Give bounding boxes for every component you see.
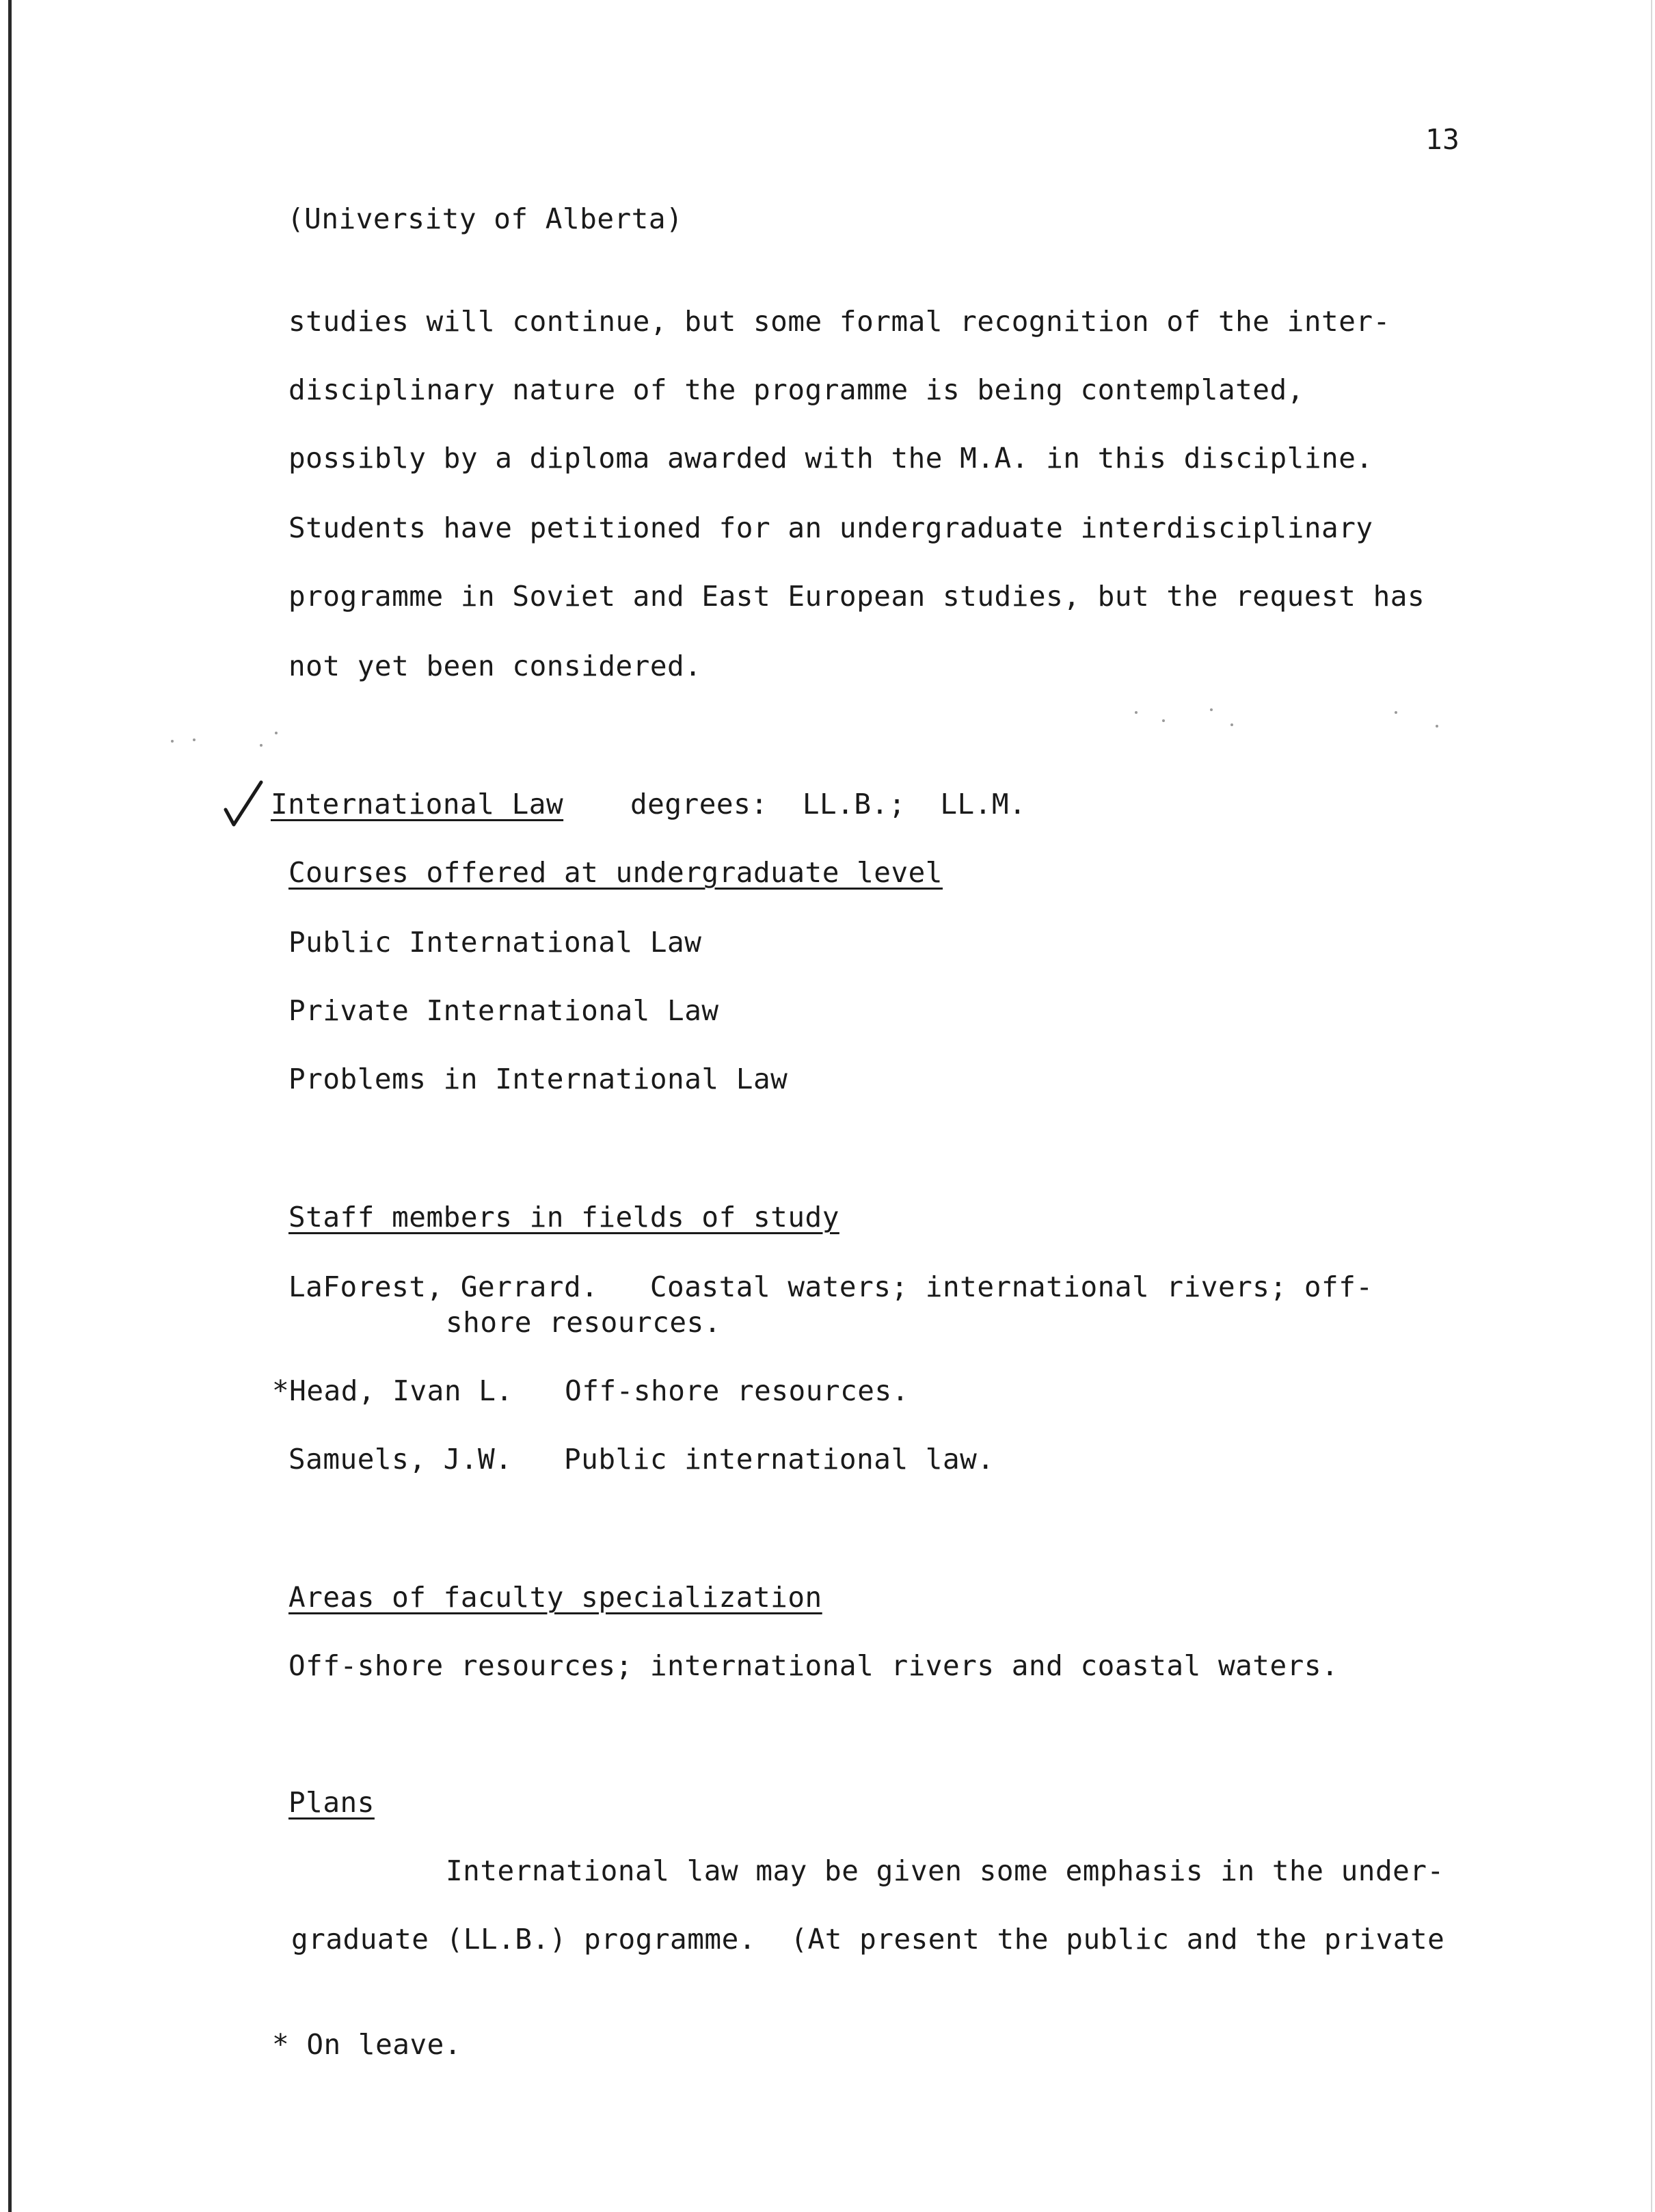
scan-speck: [171, 740, 174, 743]
areas-text: Off-shore resources; international rivers and coastal waters.: [288, 1649, 1339, 1682]
plans-paragraph-line: International law may be given some emphasis in the under-: [446, 1854, 1444, 1887]
course-item: Public International Law: [288, 926, 702, 959]
scan-speck: [260, 744, 263, 747]
binding-edge: [8, 0, 12, 2212]
staff-entry: Samuels, J.W. Public international law.: [288, 1443, 995, 1476]
scan-speck: [193, 738, 196, 741]
course-item: Private International Law: [288, 994, 719, 1027]
paragraph-line: disciplinary nature of the programme is being contemplated,: [288, 373, 1304, 406]
section-title: International Law: [271, 788, 564, 821]
scan-speck: [1135, 711, 1138, 714]
scan-speck: [1162, 719, 1165, 722]
staff-entry-continuation: shore resources.: [446, 1306, 721, 1339]
institution-header: (University of Alberta): [287, 202, 684, 235]
paragraph-line: not yet been considered.: [288, 650, 702, 682]
staff-entry: LaForest, Gerrard. Coastal waters; international rivers; off-: [288, 1270, 1373, 1303]
course-item: Problems in International Law: [288, 1063, 788, 1095]
paragraph-line: Students have petitioned for an undergraduate interdisciplinary: [288, 511, 1373, 544]
plans-heading: Plans: [288, 1786, 375, 1819]
paragraph-line: possibly by a diploma awarded with the M.A. in this discipline.: [288, 442, 1373, 475]
scan-speck: [1436, 725, 1438, 728]
staff-heading: Staff members in fields of study: [288, 1201, 839, 1234]
scan-speck: [1230, 723, 1233, 726]
scan-speck: [275, 732, 278, 734]
courses-heading: Courses offered at undergraduate level: [288, 856, 943, 889]
plans-paragraph-line: graduate (LL.B.) programme. (At present the public and the private: [291, 1923, 1445, 1956]
checkmark-icon: [223, 779, 264, 827]
staff-entry: *Head, Ivan L. Off-shore resources.: [272, 1374, 909, 1407]
areas-heading: Areas of faculty specialization: [288, 1581, 822, 1614]
degrees-line: degrees: LL.B.; LL.M.: [630, 788, 1027, 821]
scan-speck: [1210, 708, 1213, 711]
paragraph-line: programme in Soviet and East European studies, but the request has: [288, 580, 1425, 613]
page-edge: [1651, 0, 1652, 2212]
scan-speck: [1395, 711, 1397, 714]
footnote: * On leave.: [272, 2028, 462, 2061]
page-number: 13: [1425, 123, 1460, 156]
paragraph-line: studies will continue, but some formal recognition of the inter-: [288, 305, 1390, 338]
